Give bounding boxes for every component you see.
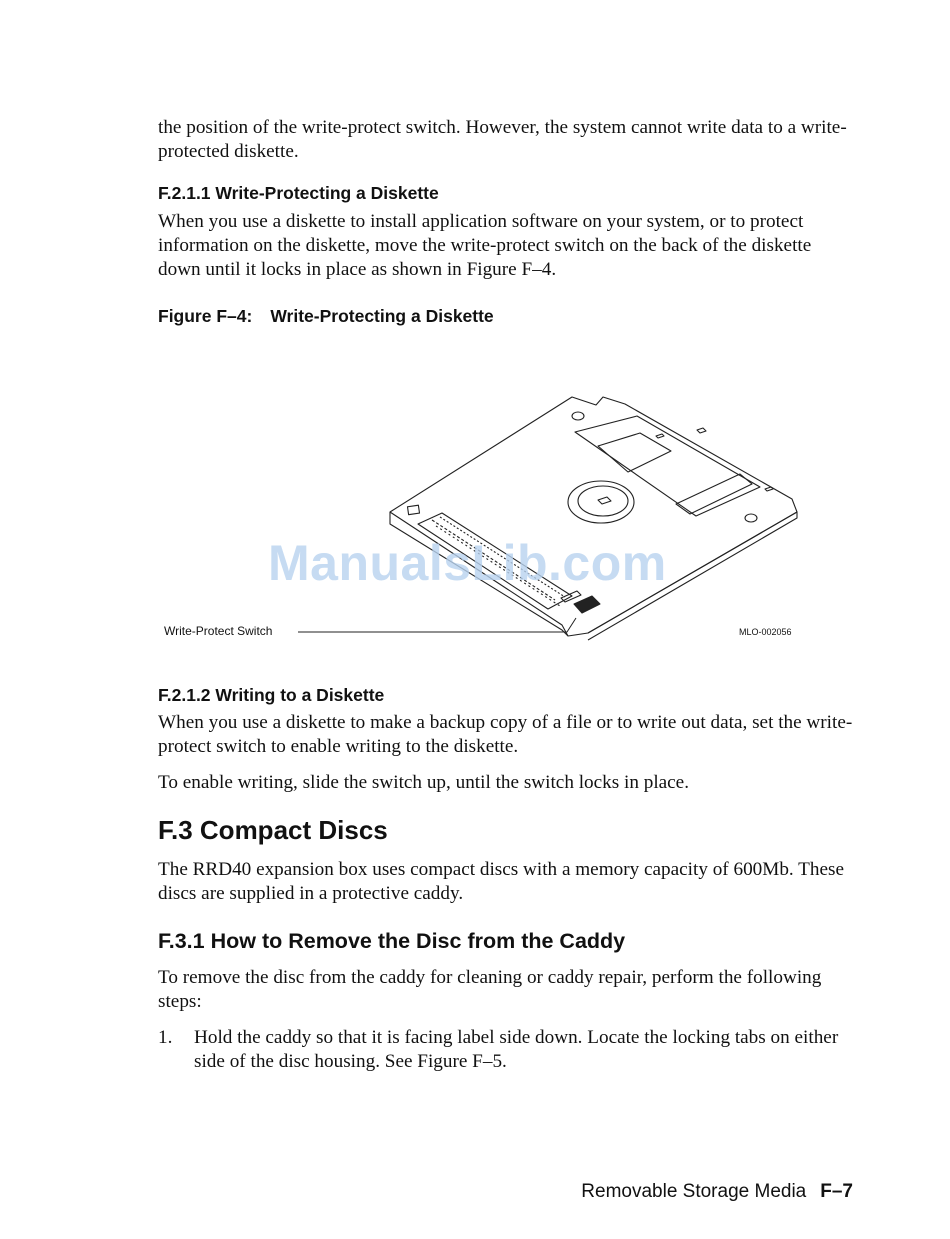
enable-writing-paragraph: To enable writing, slide the switch up, until the switch locks in place. [158, 772, 690, 793]
heading-f-3: F.3 Compact Discs [158, 815, 388, 845]
footer-section-title: Removable Storage Media [581, 1181, 807, 1202]
intro-paragraph: the position of the write-protect switch. However, the system cannot write data to a write-protected diskette. [158, 117, 847, 162]
write-protect-paragraph: When you use a diskette to install application software on your system, or to protect information on the diskette, move the write-protect switch on the back of the diskette down until it locks in place as shown in Figure F–4. [158, 211, 812, 280]
watermark: ManualsLib.com [268, 535, 667, 591]
heading-f-3-1: F.3.1 How to Remove the Disc from the Caddy [158, 929, 626, 953]
heading-f-2-1-1: F.2.1.1 Write-Protecting a Diskette [158, 183, 439, 203]
heading-f-2-1-2: F.2.1.2 Writing to a Diskette [158, 685, 385, 705]
list-item-number: 1. [158, 1027, 173, 1048]
write-protect-switch [574, 596, 600, 613]
remove-disc-paragraph: To remove the disc from the caddy for cleaning or caddy repair, perform the following steps: [158, 967, 822, 1012]
list-item [158, 1026, 858, 1074]
compact-discs-paragraph: The RRD40 expansion box uses compact discs with a memory capacity of 600Mb. These discs are supplied in a protective caddy. [158, 859, 844, 904]
page-number: F–7 [820, 1181, 853, 1202]
page-footer [581, 1181, 853, 1203]
figure-caption-title: Write-Protecting a Diskette [270, 306, 494, 326]
callout-write-protect-switch: Write-Protect Switch [164, 624, 273, 638]
figure-caption-label: Figure F–4: [158, 306, 253, 326]
list-item-text: Hold the caddy so that it is facing label side down. Locate the locking tabs on either side of the disc housing. See Figure F–5. [194, 1027, 839, 1072]
shutter [575, 416, 760, 516]
callout-leader [298, 618, 576, 632]
writing-paragraph: When you use a diskette to make a backup copy of a file or to write out data, set the write-protect switch to enable writing to the diskette. [158, 712, 853, 757]
figure-id: MLO-002056 [739, 627, 792, 637]
